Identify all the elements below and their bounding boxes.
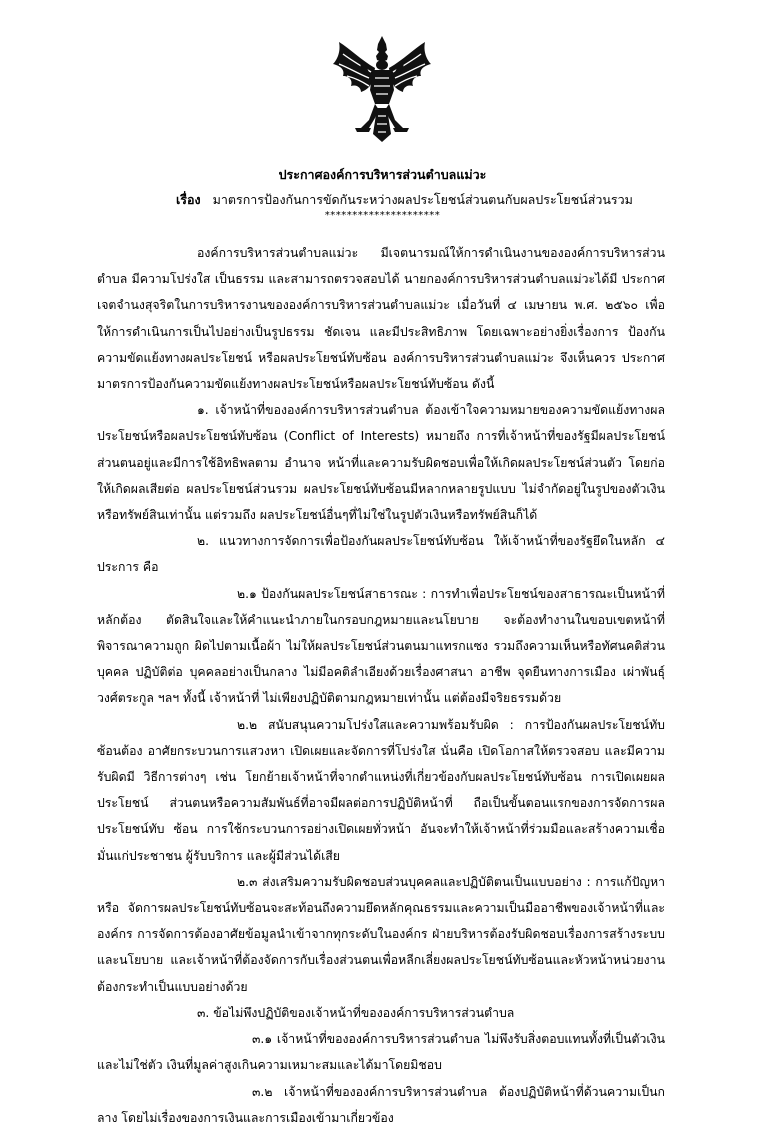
separator: ********************* [324,210,441,221]
document-body [97,240,665,1131]
item-2-3-paragraph: ๒.๓ ส่งเสริมความรับผิดชอบส่วนบุคคลและปฏิบัติตนเป็นแบบอย่าง : การแก้ปัญหาหรือ จัดการผลประโยชน์ทับซ้อนจะสะท้อนถึงความยึดหลักคุณธรรมและความเป็นมืออาชีพของเจ้าหน้าที่และองค์กร การจัดการต้องอาศัยข้อมูลนำเข้าจากทุกระดับในองค์กร ฝ่ายบริหารต้องรับผิดชอบเรื่องการสร้างระบบและนโยบาย และเจ้าหน้าที่ต้องจัดการกับเรื่องส่วนตนเพื่อหลีกเลี่ยงผลประโยชน์ทับซ้อนและหัวหน้าหน่วยงานต้องกระทำเป็นแบบอย่างด้วย [97,874,665,994]
item-2-paragraph: ๒. แนวทางการจัดการเพื่อป้องกันผลประโยชน์ทับซ้อน ให้เจ้าหน้าที่ของรัฐยึดในหลัก ๔ ประการ คือ [97,534,665,575]
subject-label: เรื่อง [176,192,201,207]
announcement-title: ประกาศองค์การบริหารส่วนตำบลแม่วะ [278,167,487,182]
item-3-paragraph: ๓. ข้อไม่พึงปฏิบัติของเจ้าหน้าที่ขององค์การบริหารส่วนตำบล [197,1005,515,1020]
item-2-1-paragraph: ๒.๑ ป้องกันผลประโยชน์สาธารณะ : การทำเพื่อประโยชน์ของสาธารณะเป็นหน้าที่หลักต้อง ตัดสินใจและให้คำแนะนำภายในกรอบกฎหมายและนโยบาย จะต้องทำงานในขอบเขตหน้าที่พิจารณาความถูก ผิดไปตามเนื้อผ้า ไม่ให้ผลประโยชน์ส่วนตนมาแทรกแซง รวมถึงความเห็นหรือทัศนคติส่วนบุคคล ปฏิบัติต่อ บุคคลอย่างเป็นกลาง ไม่มีอคติลำเอียงด้วยเรื่องศาสนา อาชีพ จุดยืนทางการเมือง เผ่าพันธุ์ วงศ์ตระกูล ฯลฯ ทั้งนี้ เจ้าหน้าที่ ไม่เพียงปฏิบัติตามกฎหมายเท่านั้น แต่ต้องมีจริยธรรมด้วย [97,586,665,706]
garuda-emblem [331,34,433,144]
item-1-paragraph: ๑. เจ้าหน้าที่ขององค์การบริหารส่วนตำบล ต้องเข้าใจความหมายของความขัดแย้งทางผลประโยชน์หรือผลประโยชน์ทับซ้อน (Conflict of Interests) หมายถึง การที่เจ้าหน้าที่ของรัฐมีผลประโยชน์ส่วนตนอยู่และมีการใช้อิทธิพลตาม อำนาจ หน้าที่และความรับผิดชอบเพื่อให้เกิดผลประโยชน์ส่วนตัว โดยก่อให้เกิดผลเสียต่อ ผลประโยชน์ส่วนรวม ผลประโยชน์ทับซ้อนมีหลากหลายรูปแบบ ไม่จำกัดอยู่ในรูปของตัวเงิน หรือทรัพย์สินเท่านั้น แต่รวมถึง ผลประโยชน์อื่นๆที่ไม่ใช่ในรูปตัวเงินหรือทรัพย์สินก็ได้ [97,403,665,523]
item-2-2-paragraph: ๒.๒ สนับสนุนความโปร่งใสและความพร้อมรับผิด : การป้องกันผลประโยชน์ทับซ้อนต้อง อาศัยกระบวนการแสวงหา เปิดเผยและจัดการที่โปร่งใส นั่นคือ เปิดโอกาสให้ตรวจสอบ และมีความรับผิดมี วิธีการต่างๆ เช่น โยกย้ายเจ้าหน้าที่จากตำแหน่งที่เกี่ยวข้องกับผลประโยชน์ทับซ้อน การเปิดเผยผลประโยชน์ ส่วนตนหรือความสัมพันธ์ที่อาจมีผลต่อการปฏิบัติหน้าที่ ถือเป็นขั้นตอนแรกของการจัดการผลประโยชน์ทับ ซ้อน การใช้กระบวนการอย่างเปิดเผยทั่วหน้า อันจะทำให้เจ้าหน้าที่ร่วมมือและสร้างความเชื่อมั่นแก่ประชาชน ผู้รับบริการ และผู้มีส่วนได้เสีย [97,717,665,863]
subject-line [176,191,633,209]
item-3-1-paragraph: ๓.๑ เจ้าหน้าที่ขององค์การบริหารส่วนตำบล ไม่พึงรับสิ่งตอบแทนทั้งที่เป็นตัวเงินและไม่ใช่ตัว เงินที่มูลค่าสูงเกินความเหมาะสมและได้มาโดยมิชอบ [97,1032,665,1073]
item-3-2-paragraph: ๓.๒ เจ้าหน้าที่ขององค์การบริหารส่วนตำบล ต้องปฏิบัติหน้าที่ด้วนความเป็นกลาง โดยไม่เรื่องของการเงินและการเมืองเข้ามาเกี่ยวข้อง [97,1084,665,1125]
intro-paragraph: องค์การบริหารส่วนตำบลแม่วะ มีเจตนารมณ์ให้การดำเนินงานขององค์การบริหารส่วนตำบล มีความโปร่งใส เป็นธรรม และสามารถตรวจสอบได้ นายกองค์การบริหารส่วนตำบลแม่วะได้มี ประกาศเจตจำนงสุจริตในการบริหารงานขององค์การบริหารส่วนตำบลแม่วะ เมื่อวันที่ ๔ เมษายน พ.ศ. ๒๕๖๐ เพื่อให้การดำเนินการเป็นไปอย่างเป็นรูปธรรม ชัดเจน และมีประสิทธิภาพ โดยเฉพาะอย่างยิ่งเรื่องการ ป้องกันความขัดแย้งทางผลประโยชน์ หรือผลประโยชน์ทับซ้อน องค์การบริหารส่วนตำบลแม่วะ จึงเห็นควร ประกาศมาตรการป้องกันความขัดแย้งทางผลประโยชน์หรือผลประโยชน์ทับซ้อน ดังนี้ [97,246,665,392]
subject-text: มาตรการป้องกันการขัดกันระหว่างผลประโยชน์ส่วนตนกับผลประโยชน์ส่วนรวม [212,192,633,207]
